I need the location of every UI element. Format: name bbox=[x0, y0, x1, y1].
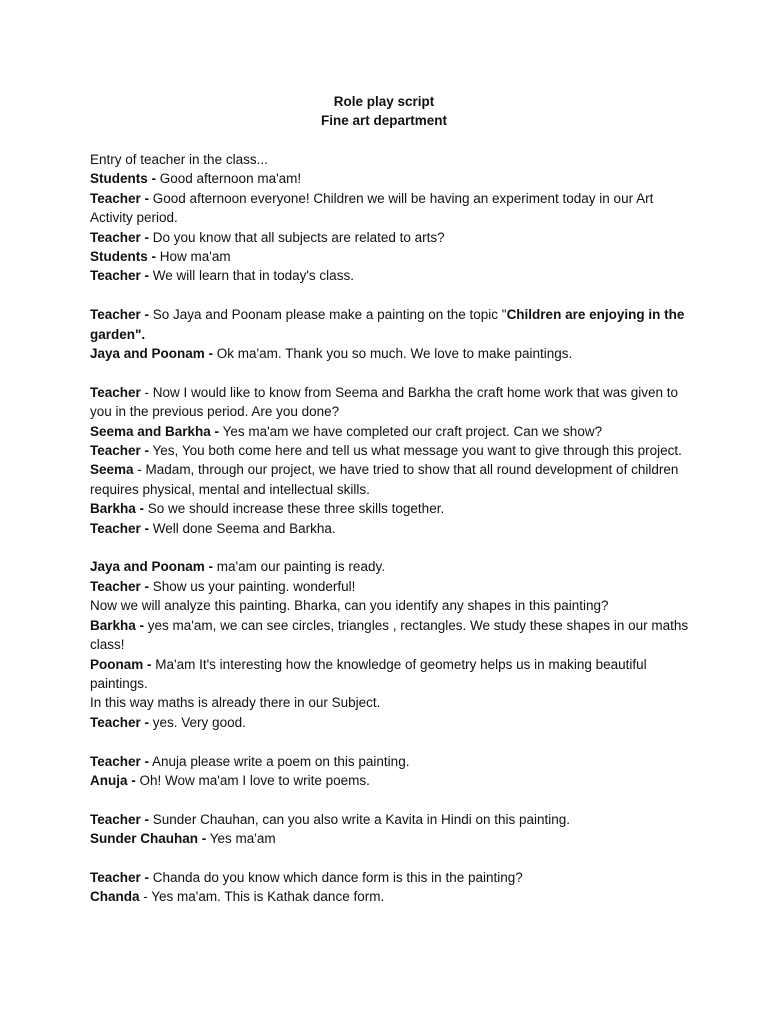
speaker-name: Students - bbox=[90, 171, 156, 187]
paragraph-gap bbox=[90, 538, 690, 557]
speaker-name: Jaya and Poonam - bbox=[90, 559, 214, 575]
dialogue-line bbox=[90, 829, 690, 848]
dialogue-line bbox=[90, 810, 690, 829]
dialogue-text: yes. Very good. bbox=[149, 714, 246, 730]
speaker-name: Poonam - bbox=[90, 656, 152, 672]
dialogue-text: ma'am our painting is ready. bbox=[213, 559, 385, 575]
dialogue-text: We will learn that in today's class. bbox=[149, 268, 354, 284]
paragraph-gap bbox=[90, 363, 690, 382]
speaker-name: Teacher - bbox=[90, 714, 150, 730]
speaker-name: Teacher - bbox=[90, 811, 150, 827]
dialogue-line bbox=[90, 557, 690, 576]
dialogue-line bbox=[90, 868, 690, 887]
dialogue-line bbox=[90, 655, 690, 694]
dialogue-text: Do you know that all subjects are related to arts? bbox=[149, 229, 445, 245]
dialogue-line bbox=[90, 305, 690, 344]
speaker-name: Teacher - bbox=[90, 578, 150, 594]
dialogue-text: Chanda do you know which dance form is this in the painting? bbox=[149, 869, 523, 885]
dialogue-text: Ok ma'am. Thank you so much. We love to make paintings. bbox=[213, 346, 573, 362]
dialogue-text: Sunder Chauhan, can you also write a Kavita in Hindi on this painting. bbox=[149, 811, 571, 827]
speaker-name: Teacher - bbox=[90, 520, 150, 536]
speaker-name: Seema bbox=[90, 462, 134, 478]
speaker-name: Teacher - bbox=[90, 229, 150, 245]
speaker-name: Jaya and Poonam - bbox=[90, 346, 214, 362]
document-subtitle: Fine art department bbox=[320, 113, 448, 128]
speaker-name: Teacher bbox=[90, 384, 141, 400]
dialogue-text: Good afternoon ma'am! bbox=[156, 171, 302, 187]
dialogue-text: How ma'am bbox=[156, 249, 231, 265]
dialogue-text: yes ma'am, we can see circles, triangles , rectangles. We study these shapes in our maths class! bbox=[90, 617, 689, 653]
dialogue-text: Well done Seema and Barkha. bbox=[149, 520, 336, 536]
dialogue-line bbox=[90, 383, 690, 422]
dialogue-line bbox=[90, 771, 690, 790]
dialogue-line bbox=[90, 169, 690, 188]
dialogue-line bbox=[90, 519, 690, 538]
dialogue-text: Yes ma'am we have completed our craft project. Can we show? bbox=[219, 423, 603, 439]
dialogue-line bbox=[90, 499, 690, 518]
document-title: Role play script bbox=[333, 94, 435, 109]
dialogue-text: So Jaya and Poonam please make a painting on the topic " bbox=[149, 307, 507, 323]
dialogue-text: - Now I would like to know from Seema and Barkha the craft home work that was given to you in the previous period. Are you done? bbox=[90, 384, 679, 420]
speaker-name: Students - bbox=[90, 249, 156, 265]
paragraph-gap bbox=[90, 732, 690, 751]
dialogue-continuation: In this way maths is already there in our Subject. bbox=[90, 695, 381, 711]
dialogue-line bbox=[90, 713, 690, 732]
script-body bbox=[90, 150, 690, 907]
dialogue-line bbox=[90, 616, 690, 655]
dialogue-line bbox=[90, 422, 690, 441]
paragraph-gap bbox=[90, 790, 690, 809]
dialogue-line bbox=[90, 189, 690, 228]
paragraph-gap bbox=[90, 286, 690, 305]
dialogue-line bbox=[90, 441, 690, 460]
dialogue-text: Anuja please write a poem on this painting. bbox=[149, 753, 410, 769]
speaker-name: Teacher - bbox=[90, 268, 150, 284]
dialogue-line bbox=[90, 247, 690, 266]
dialogue-line bbox=[90, 228, 690, 247]
speaker-name: Teacher - bbox=[90, 190, 150, 206]
dialogue-line bbox=[90, 752, 690, 771]
dialogue-continuation: Now we will analyze this painting. Bharka, can you identify any shapes in this painting? bbox=[90, 598, 609, 614]
dialogue-text: Good afternoon everyone! Children we will be having an experiment today in our Art Activity period. bbox=[90, 190, 654, 226]
speaker-name: Sunder Chauhan - bbox=[90, 831, 207, 847]
speaker-name: Teacher - bbox=[90, 869, 150, 885]
speaker-name: Barkha - bbox=[90, 617, 145, 633]
dialogue-line bbox=[90, 577, 690, 596]
dialogue-line bbox=[90, 460, 690, 499]
speaker-name: Anuja - bbox=[90, 772, 136, 788]
speaker-name: Seema and Barkha - bbox=[90, 423, 220, 439]
dialogue-text: So we should increase these three skills together. bbox=[144, 501, 445, 517]
dialogue-text: Oh! Wow ma'am I love to write poems. bbox=[135, 772, 370, 788]
dialogue-text: Ma'am It's interesting how the knowledge of geometry helps us in making beautiful paintings. bbox=[90, 656, 647, 691]
dialogue-text: Yes ma'am bbox=[206, 831, 276, 847]
speaker-name: Barkha - bbox=[90, 501, 145, 517]
speaker-name: Teacher - bbox=[90, 443, 150, 459]
dialogue-line bbox=[90, 344, 690, 363]
title-block bbox=[0, 92, 768, 130]
speaker-name: Teacher - bbox=[90, 307, 150, 323]
dialogue-line bbox=[90, 887, 690, 906]
stage-direction: Entry of teacher in the class... bbox=[90, 152, 268, 167]
dialogue-text: Yes, You both come here and tell us what message you want to give through this project. bbox=[149, 443, 682, 459]
speaker-name: Chanda bbox=[90, 889, 140, 905]
dialogue-text: Show us your painting. wonderful! bbox=[149, 578, 356, 594]
dialogue-text: - Yes ma'am. This is Kathak dance form. bbox=[139, 889, 385, 905]
painting-topic: Children are enjoying in the garden". bbox=[90, 307, 685, 342]
dialogue-line bbox=[90, 266, 690, 285]
speaker-name: Teacher - bbox=[90, 753, 150, 769]
paragraph-gap bbox=[90, 849, 690, 868]
dialogue-text: - Madam, through our project, we have tried to show that all round development of children requires physical, mental and intellectual skills. bbox=[90, 462, 679, 497]
